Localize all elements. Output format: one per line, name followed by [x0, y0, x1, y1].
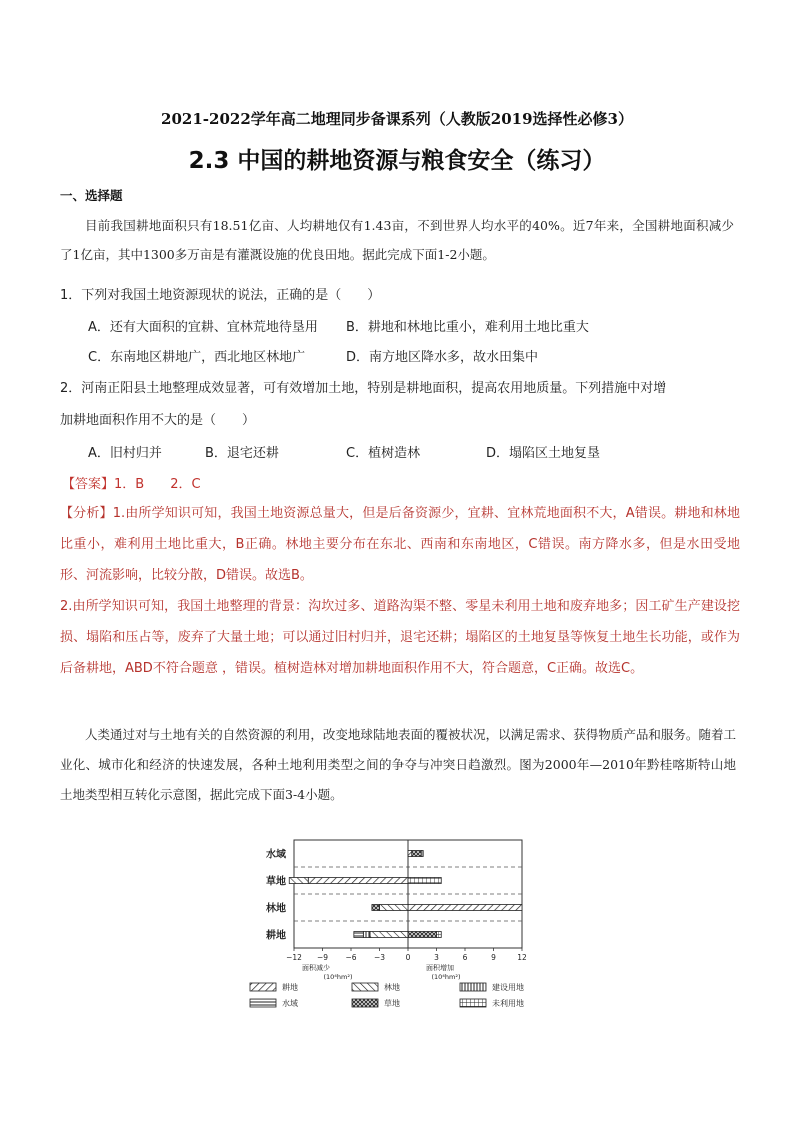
x-axis-unit-left: (10⁴hm²)	[323, 973, 353, 981]
section-heading: 一、选择题	[60, 188, 123, 203]
analysis-block	[60, 498, 740, 684]
x-tick-label: 12	[517, 953, 527, 962]
bar-建设用地-耕地	[363, 932, 370, 938]
x-tick-label: −12	[286, 953, 302, 962]
series-title: 2021-2022学年高二地理同步备课系列（人教版2019选择性必修3）	[161, 110, 633, 128]
intro-paragraph-2: 人类通过对与土地有关的自然资源的利用，改变地球陆地表面的覆被状况，以满足需求、获得物质产品和服务。随着工业化、城市化和经济的快速发展，各种土地利用类型之间的争夺与冲突日趋激烈。图为2000年—2010年黔桂喀斯特山地土地类型相互转化示意图，据此完成下面3-4小题。	[60, 727, 736, 802]
legend-swatch	[460, 999, 486, 1007]
chart-legend	[250, 982, 524, 1008]
legend-swatch	[250, 999, 276, 1007]
bar-耕地-水域	[408, 851, 412, 857]
legend-label: 水域	[282, 999, 298, 1008]
question-2-stem-line-1: 2．河南正阳县土地整理成效显著，可有效增加土地，特别是耕地面积，提高农用地质量。下列措施中对增	[60, 381, 667, 396]
bar-林地-草地	[289, 878, 308, 884]
answer-line	[62, 473, 201, 492]
legend-swatch	[352, 999, 378, 1007]
bar-林地-林地	[380, 905, 409, 911]
bar-建设用地-水域	[421, 851, 423, 857]
question-1-option-a: A．还有大面积的宜耕、宜林荒地待垦用	[88, 320, 318, 335]
bar-草地-水域	[412, 851, 422, 857]
x-tick-label: −6	[345, 953, 357, 962]
legend-swatch	[352, 983, 378, 991]
legend-swatch	[460, 983, 486, 991]
analysis-paragraph-1	[60, 498, 740, 591]
answer-label: 【答案】	[62, 477, 115, 492]
intro-paragraph-1: 目前我国耕地面积只有18.51亿亩、人均耕地仅有1.43亩，不到世界人均水平的40%。近7年来，全国耕地面积减少了1亿亩，其中1300多万亩是有灌溉设施的优良田地。据此完成下面1-2小题。	[60, 218, 734, 262]
bar-未利用地-耕地	[437, 932, 442, 938]
x-axis-label-increase: 面积增加	[426, 964, 454, 972]
question-2-option-c: C．植树造林	[346, 446, 421, 461]
x-axis-label-decrease: 面积减少	[302, 964, 330, 972]
bar-水域-耕地	[354, 932, 364, 938]
question-2-option-b: B．退宅还耕	[205, 446, 279, 461]
question-1-option-b: B．耕地和林地比重小，难利用土地比重大	[346, 320, 589, 335]
legend-label: 建设用地	[492, 983, 524, 992]
bar-草地-林地	[372, 905, 380, 911]
category-label: 林地	[266, 903, 286, 915]
legend-label: 未利用地	[492, 999, 524, 1008]
question-1-option-c: C．东南地区耕地广，西北地区林地广	[88, 350, 306, 365]
x-tick-label: −9	[316, 953, 329, 962]
question-1-option-d: D．南方地区降水多，故水田集中	[346, 350, 539, 365]
x-tick-label: 0	[405, 953, 411, 962]
bar-草地-耕地	[408, 932, 437, 938]
analysis-text-1: 1.由所学知识可知，我国土地资源总量大，但是后备资源少，宜耕、宜林荒地面积不大，A错误。耕地和林地比重小，难利用土地比重大，B正确。林地主要分布在东北、西南和东南地区，C错误。南方降水多，但是水田受地形、河流影响，比较分散，D错误。故选B。	[60, 506, 740, 583]
question-2-stem-line-2: 加耕地面积作用不大的是（ ）	[60, 413, 256, 428]
legend-label: 林地	[384, 983, 400, 992]
category-label: 草地	[266, 876, 286, 888]
x-tick-label: 6	[462, 953, 468, 962]
bar-耕地-林地	[408, 905, 522, 911]
legend-label: 耕地	[282, 983, 298, 992]
question-2-option-a: A．旧村归并	[88, 446, 162, 461]
bar-林地-耕地	[370, 932, 408, 938]
x-tick-label: 9	[491, 953, 496, 962]
analysis-paragraph-2: 2.由所学知识可知，我国土地整理的背景：沟坎过多、道路沟渠不整、零星未利用土地和废弃地多；因工矿生产建设挖损、塌陷和压占等，废弃了大量土地；可以通过旧村归并，退宅还耕；塌陷区的土地复垦等恢复土地生长功能，或作为后备耕地，ABD不符合题意 ，错误。植树造林对增加耕地面积作用不大，符合题意，C正确。故选C。	[60, 599, 740, 676]
page-title: 2.3 中国的耕地资源与粮食安全（练习）	[188, 148, 606, 174]
chart-category-labels	[266, 848, 287, 942]
land-conversion-chart	[242, 830, 552, 1020]
bar-耕地-草地	[308, 878, 408, 884]
x-tick-label: 3	[434, 953, 439, 962]
x-tick-label: −3	[373, 953, 386, 962]
legend-label: 草地	[384, 999, 400, 1008]
bar-未利用地-草地	[408, 878, 441, 884]
question-2-option-d: D．塌陷区土地复垦	[486, 446, 601, 461]
legend-swatch	[250, 983, 276, 991]
category-label: 耕地	[266, 930, 286, 942]
x-axis-unit-right: (10⁴hm²)	[431, 973, 461, 981]
answer-text: 1．B 2．C	[114, 477, 201, 492]
question-1-stem: 1．下列对我国土地资源现状的说法，正确的是（ ）	[60, 288, 381, 303]
category-label: 水域	[266, 849, 286, 861]
analysis-label: 【分析】	[60, 506, 113, 521]
chart-x-axis	[286, 948, 527, 981]
